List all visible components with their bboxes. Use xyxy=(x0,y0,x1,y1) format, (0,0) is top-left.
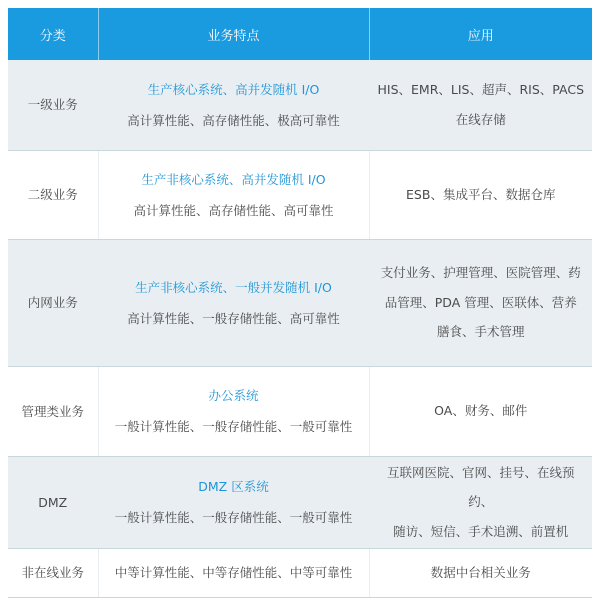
feature-description: 一般计算性能、一般存储性能、一般可靠性 xyxy=(114,510,353,525)
applications-cell xyxy=(369,548,592,597)
category-cell: DMZ xyxy=(8,456,98,548)
feature-description: 高计算性能、高存储性能、极高可靠性 xyxy=(127,112,340,128)
application-line: 数据中台相关业务 xyxy=(430,564,531,580)
application-line: 随访、短信、手术追溯、前置机 xyxy=(393,523,569,539)
features-cell xyxy=(98,366,369,456)
category-cell: 内网业务 xyxy=(8,239,98,366)
table-row xyxy=(8,239,592,366)
header-features: 业务特点 xyxy=(98,8,369,60)
applications-cell xyxy=(369,60,592,150)
applications-cell xyxy=(369,150,592,239)
category-cell: 非在线业务 xyxy=(8,548,98,597)
features-cell xyxy=(98,456,369,548)
category-cell: 二级业务 xyxy=(8,150,98,239)
table-row xyxy=(8,150,592,239)
table-row xyxy=(8,366,592,456)
business-classification-table xyxy=(8,8,592,598)
application-line: ESB、集成平台、数据仓库 xyxy=(406,186,556,202)
feature-title: 办公系统 xyxy=(208,388,259,403)
feature-description: 一般计算性能、一般存储性能、一般可靠性 xyxy=(114,419,353,434)
feature-description: 高计算性能、高存储性能、高可靠性 xyxy=(133,202,334,218)
application-line: 膳食、手术管理 xyxy=(436,324,525,340)
application-line: 支付业务、护理管理、医院管理、药 xyxy=(380,265,581,281)
table-row xyxy=(8,60,592,150)
application-line: OA、财务、邮件 xyxy=(434,403,528,419)
application-line: 品管理、PDA 管理、医联体、营养 xyxy=(384,294,577,310)
application-line: 在线存储 xyxy=(455,111,506,127)
table-row xyxy=(8,456,592,548)
applications-cell xyxy=(369,366,592,456)
features-cell xyxy=(98,548,369,597)
category-cell: 管理类业务 xyxy=(8,366,98,456)
category-cell: 一级业务 xyxy=(8,60,98,150)
feature-title: DMZ 区系统 xyxy=(198,479,269,494)
feature-title: 生产非核心系统、高并发随机 I/O xyxy=(141,171,326,187)
header-applications: 应用 xyxy=(369,8,592,60)
application-line: 互联网医院、官网、挂号、在线预约、 xyxy=(386,464,575,510)
feature-description: 中等计算性能、中等存储性能、中等可靠性 xyxy=(114,565,353,580)
applications-cell xyxy=(369,239,592,366)
feature-description: 高计算性能、一般存储性能、高可靠性 xyxy=(127,310,340,326)
applications-cell xyxy=(369,456,592,548)
header-category: 分类 xyxy=(8,8,98,60)
application-line: HIS、EMR、LIS、超声、RIS、PACS xyxy=(377,82,584,98)
feature-title: 生产核心系统、高并发随机 I/O xyxy=(147,81,320,97)
features-cell xyxy=(98,60,369,150)
features-cell xyxy=(98,150,369,239)
feature-title: 生产非核心系统、一般并发随机 I/O xyxy=(135,279,332,295)
header-row xyxy=(8,8,592,60)
features-cell xyxy=(98,239,369,366)
table-row xyxy=(8,548,592,597)
